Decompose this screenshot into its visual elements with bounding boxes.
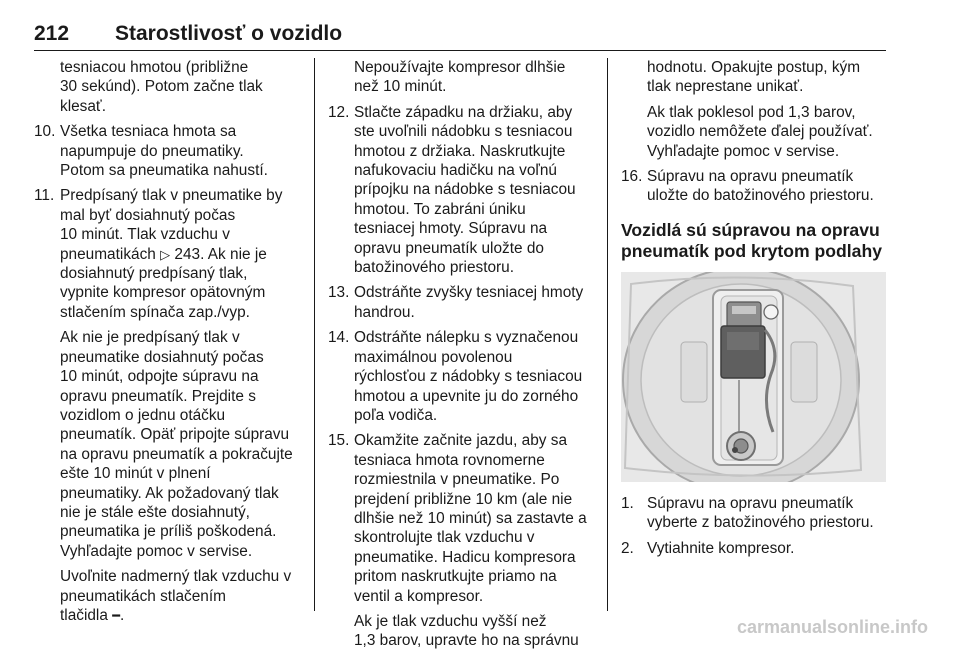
text-line: rýchlosťou z nádobky s tesniacou: [354, 368, 583, 386]
text-line: 1,3 barov, upravte ho na správnu: [354, 632, 579, 650]
list-number: 15.: [328, 432, 350, 450]
text-line: Vyhľadajte pomoc v servise.: [647, 142, 840, 160]
text-line: pneumatika je príliš poškodená.: [60, 523, 277, 541]
text-line: vypnite kompresor opätovným: [60, 284, 266, 302]
page-title: Starostlivosť o vozidlo: [115, 22, 343, 45]
text-line: poľa vodiča.: [354, 406, 438, 424]
text-line: batožinového priestoru.: [354, 259, 514, 277]
text-line: skontrolujte tlak vzduchu v: [354, 529, 535, 547]
list-item: [621, 494, 889, 533]
minus-button-icon: ━: [112, 607, 121, 623]
text-line: tesniacej hmoty. Súpravu na: [354, 220, 548, 238]
text-line: tesniacou hmotou (približne: [60, 59, 249, 76]
list-item: [328, 283, 596, 322]
text-line: maximálnou povolenou: [354, 348, 513, 366]
text-line: 10. Všetka tesniaca hmota sa: [34, 123, 237, 141]
text-line: hmotou. To zabráni úniku: [354, 200, 526, 218]
text-line: mal byť dosiahnutý počas: [60, 206, 236, 224]
tire-repair-kit-drawing: [621, 272, 886, 482]
page-reference[interactable]: 243. Ak nie je: [170, 245, 267, 263]
list-number: 2.: [621, 539, 634, 557]
text-line: dlhšie než 10 minút) sa zastavte a: [354, 509, 587, 527]
text-line: hmotou a upevnite ju do zorného: [354, 387, 579, 405]
list-item: [328, 431, 596, 650]
text-line: opravu pneumatík. Prejdite s: [60, 387, 256, 405]
list-number: 16.: [621, 168, 643, 186]
text-line: tlak neprestane unikať.: [647, 78, 804, 96]
text-line: Nepoužívajte kompresor dlhšie: [354, 59, 566, 76]
page-reference-arrow-icon: ▷: [160, 246, 171, 262]
list-item: [621, 167, 889, 206]
paragraph: [60, 328, 302, 561]
text-line: hodnotu. Opakujte postup, kým: [647, 59, 861, 76]
text-line: pneumatike dosiahnutý počas: [60, 348, 264, 366]
paragraph: [354, 612, 596, 651]
list-number: 1.: [621, 494, 634, 512]
text-line: uložte do batožinového priestoru.: [647, 187, 874, 205]
list-item: [328, 103, 596, 278]
text-line: 14. Odstráňte nálepku s vyznačenou: [328, 329, 579, 347]
list-item: [621, 539, 889, 558]
text-line: Ak je tlak vzduchu vyšší než: [354, 612, 547, 630]
text-line: handrou.: [354, 303, 415, 321]
text-line: tlačidla ━.: [60, 606, 125, 624]
text-line: ste uvoľnili nádobku s tesniacou: [354, 123, 573, 141]
text-line: vyberte z batožinového priestoru.: [647, 514, 874, 532]
list-item: [34, 186, 302, 625]
list-number: 10.: [34, 123, 56, 141]
page-number: 212: [34, 22, 70, 45]
text-line: rozmiestnila v pneumatike. Po: [354, 471, 560, 489]
text-line: nafukovaciu hadičku na voľnú: [354, 162, 557, 180]
text-line: 10 minút, odpojte súpravu na: [60, 368, 259, 386]
list-number: 13.: [328, 284, 350, 302]
text-line: tesniaca hmota rovnomerne: [354, 451, 545, 469]
list-number: 12.: [328, 103, 350, 121]
text-line: pritom naskrutkujte priamo na: [354, 568, 557, 586]
text-line: pneumatík. Opäť pripojte súpravu: [60, 426, 290, 444]
text-line: ventil a kompresor.: [354, 587, 484, 605]
text-line: opravu pneumatík uložte do: [354, 239, 544, 257]
paragraph: [647, 103, 889, 161]
text-line: na opravu pneumatík a pokračujte: [60, 445, 293, 463]
paragraph: [60, 567, 302, 625]
list-item: [328, 328, 596, 425]
text-line: 13. Odstráňte zvyšky tesniacej hmoty: [328, 284, 584, 302]
continued-paragraph: [621, 58, 889, 161]
column-divider: [314, 58, 315, 611]
text-line: 30 sekúnd). Potom začne tlak: [60, 78, 263, 96]
watermark: carmanualsonline.info: [736, 617, 928, 637]
text-line: 16. Súpravu na opravu pneumatík: [621, 168, 854, 186]
text-line: hmotou z držiaka. Naskrutkujte: [354, 142, 566, 160]
tire-repair-kit-illustration: [621, 272, 886, 482]
page-header: [34, 18, 886, 51]
list-number: 11.: [34, 187, 55, 205]
text-line: vozidlom o jednu otáčku: [60, 406, 226, 424]
text-line: Vyhľadajte pomoc v servise.: [60, 542, 253, 560]
list-number: 14.: [328, 329, 350, 347]
text-line: 1. Súpravu na opravu pneumatík: [621, 494, 854, 512]
text-line: pneumatikách ▷ 243. Ak nie je: [60, 245, 267, 263]
text-line: pneumatiky. Ak požadovaný tlak: [60, 484, 279, 502]
text-line: prejdení približne 10 km (ale nie: [354, 490, 573, 508]
text-line: 15. Okamžite začnite jazdu, aby sa: [328, 432, 568, 450]
section-heading: Vozidlá sú súpravou na opravu pneumatík pod krytom podlahy: [621, 219, 883, 261]
text-line: klesať.: [60, 97, 106, 115]
text-line: 11. Predpísaný tlak v pneumatike by: [34, 187, 283, 205]
text-line: Ak tlak poklesol pod 1,3 barov,: [647, 103, 856, 121]
continued-paragraph: [328, 58, 596, 97]
column-divider: [607, 58, 608, 611]
continued-paragraph: [34, 58, 302, 116]
text-line: 2. Vytiahnite kompresor.: [621, 539, 795, 557]
text-line: vozidlo nemôžete ďalej používať.: [647, 123, 873, 141]
text-line: dosiahnutý predpísaný tlak,: [60, 265, 248, 283]
text-column-2: [328, 58, 596, 651]
text-line: ešte 10 minút v plnení: [60, 465, 211, 483]
text-line: pneumatikách stlačením: [60, 587, 226, 605]
text-column-1: [34, 58, 302, 625]
text-line: stlačením spínača zap./vyp.: [60, 303, 250, 321]
text-line: 12. Stlačte západku na držiaku, aby: [328, 103, 573, 121]
text-column-3: [621, 58, 889, 558]
text-line: nie je stále ešte dosiahnutý,: [60, 503, 250, 521]
text-line: než 10 minút.: [354, 78, 447, 96]
text-line: Uvoľnite nadmerný tlak vzduchu v: [60, 568, 292, 586]
text-line: pneumatike. Hadicu kompresora: [354, 548, 576, 566]
text-line: 10 minút. Tlak vzduchu v: [60, 226, 230, 244]
text-line: napumpuje do pneumatiky.: [60, 142, 244, 160]
list-item: [34, 122, 302, 180]
text-line: Potom sa pneumatika nahustí.: [60, 162, 268, 180]
text-line: Ak nie je predpísaný tlak v: [60, 329, 240, 347]
text-line: prípojku na nádobke s tesniacou: [354, 181, 576, 199]
